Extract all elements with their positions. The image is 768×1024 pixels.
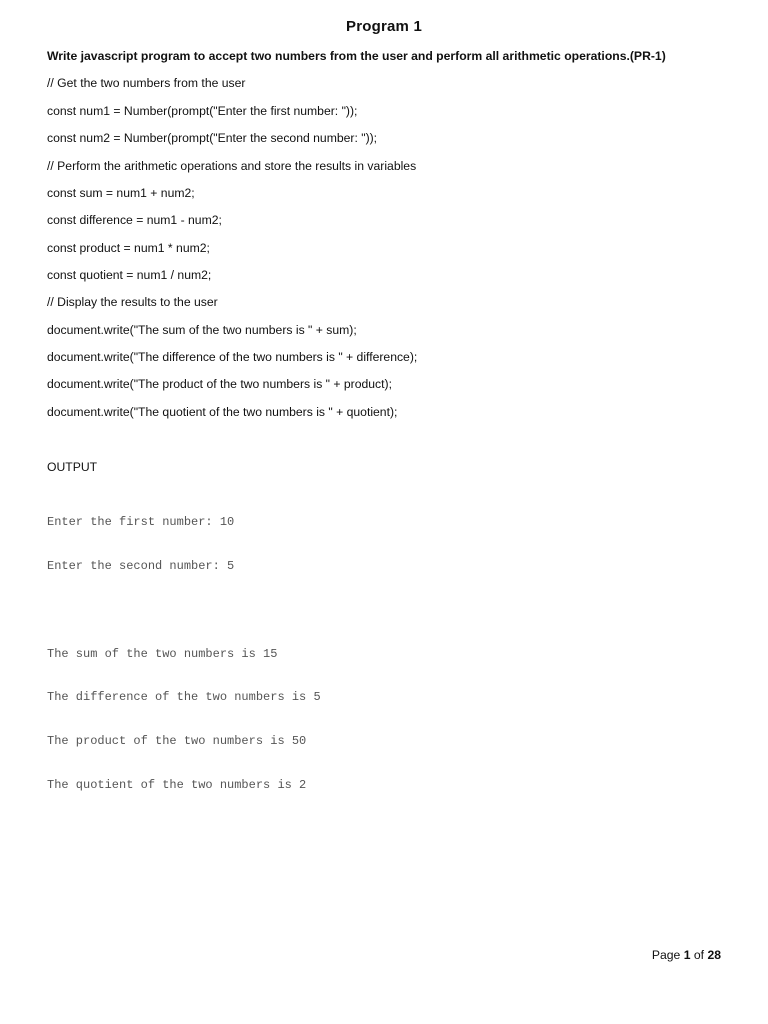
code-line: const num1 = Number(prompt("Enter the first number: ")); [47, 104, 358, 118]
console-line: The sum of the two numbers is 15 [47, 646, 278, 661]
code-line: const product = num1 * num2; [47, 241, 210, 255]
console-output [47, 486, 321, 822]
code-line: document.write("The difference of the two numbers is " + difference); [47, 350, 418, 364]
footer-of-word: of [693, 948, 705, 962]
console-line: Enter the second number: 5 [47, 558, 235, 573]
page-number-footer [652, 948, 721, 962]
code-line: const quotient = num1 / num2; [47, 268, 212, 282]
code-line: const difference = num1 - num2; [47, 213, 222, 227]
program-heading: Write javascript program to accept two numbers from the user and perform all arithmetic operations.(PR-1) [47, 49, 666, 63]
code-line: document.write("The product of the two numbers is " + product); [47, 377, 392, 391]
footer-current-page: 1 [683, 948, 691, 962]
code-line: // Get the two numbers from the user [47, 76, 246, 90]
console-line: The difference of the two numbers is 5 [47, 690, 321, 705]
program-title: Program 1 [346, 18, 422, 35]
console-line: The quotient of the two numbers is 2 [47, 777, 307, 792]
console-line: Enter the first number: 10 [47, 515, 235, 530]
console-line [47, 603, 321, 618]
code-line: document.write("The sum of the two numbers is " + sum); [47, 323, 357, 337]
console-line: The product of the two numbers is 50 [47, 734, 307, 749]
footer-page-word: Page [651, 948, 681, 962]
code-line: // Display the results to the user [47, 295, 218, 309]
code-line: const num2 = Number(prompt("Enter the second number: ")); [47, 131, 378, 145]
footer-total-pages: 28 [707, 948, 721, 962]
code-line: const sum = num1 + num2; [47, 186, 195, 200]
code-line: // Perform the arithmetic operations and store the results in variables [47, 159, 417, 173]
output-label: OUTPUT [47, 460, 98, 474]
code-line: document.write("The quotient of the two numbers is " + quotient); [47, 405, 398, 419]
